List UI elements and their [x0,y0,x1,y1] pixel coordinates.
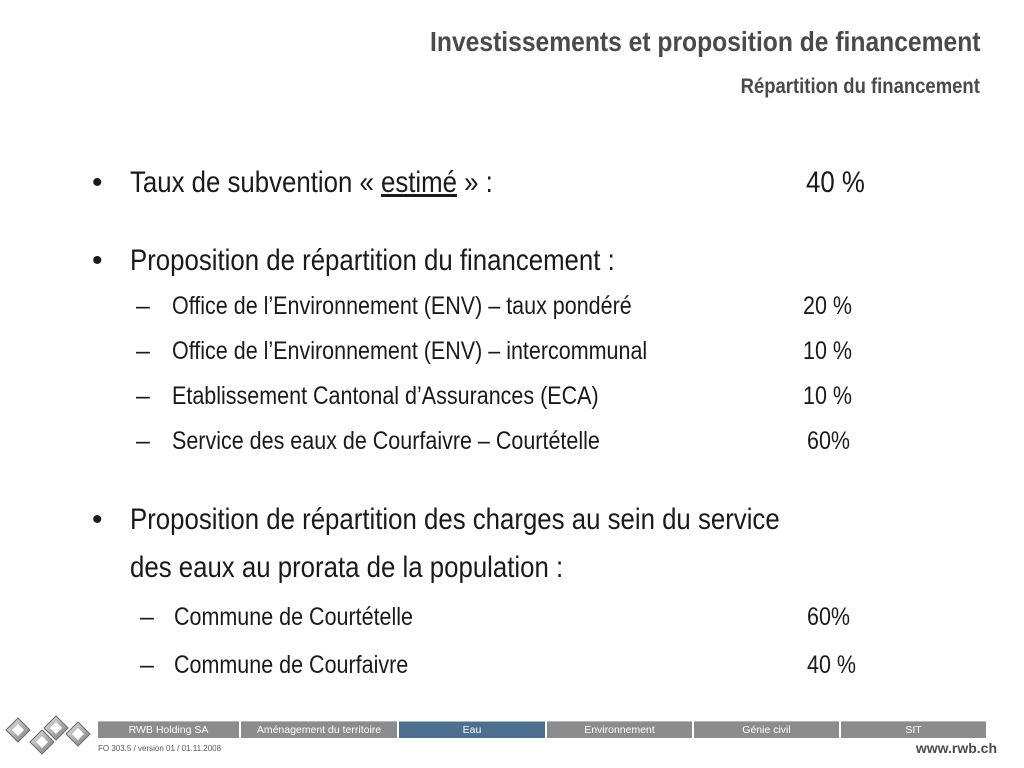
sub-item-value: 20 % [803,292,853,320]
nav-item-eau[interactable]: Eau [399,721,545,738]
charges-proposal-line1: Proposition de répartition des charges au sein du service [130,503,780,536]
subsidy-label-estimated: estimé [381,166,458,199]
charges-proposal-line2: des eaux au prorata de la population : [130,551,564,584]
bullet-marker: • [92,503,103,536]
sub-item-value: 60% [807,603,851,631]
sub-item-label: Service des eaux de Courfaivre – Courtételle [172,427,600,455]
sub-item-value: 10 % [803,382,853,410]
sub-item-label: Office de l’Environnement (ENV) – taux pondéré [172,292,632,320]
sub-item-value: 10 % [803,337,853,365]
nav-item-sit[interactable]: SIT [841,721,986,738]
dash-marker: – [136,337,150,365]
dash-marker: – [136,292,150,320]
document-reference: FO 303.5 / version 01 / 01.11.2008 [98,744,222,753]
sub-item-label: Commune de Courtételle [174,603,414,631]
sub-item-value: 40 % [807,651,857,679]
financing-proposal-label: Proposition de répartition du financement : [130,244,615,277]
slide-title: Investissements et proposition de financement [429,26,980,57]
nav-item-amenagement[interactable]: Aménagement du territoire [241,721,397,738]
sub-item-label: Commune de Courfaivre [174,651,409,679]
rwb-logo-icon [4,712,92,764]
subsidy-label-suffix: » : [457,166,493,199]
subsidy-rate-value: 40 % [806,166,865,199]
sub-item-label: Office de l’Environnement (ENV) – intercommunal [172,337,648,365]
dash-marker: – [136,427,150,455]
sub-item-value: 60% [807,427,851,455]
dash-marker: – [136,382,150,410]
footer-nav [98,721,988,737]
nav-item-genie-civil[interactable]: Génie civil [694,721,839,738]
slide-subtitle: Répartition du financement [740,75,980,98]
nav-item-environnement[interactable]: Environnement [547,721,692,738]
bullet-marker: • [92,244,103,277]
sub-item-label: Etablissement Cantonal d’Assurances (ECA) [172,382,599,410]
website-link[interactable]: www.rwb.ch [915,740,997,756]
bullet-marker: • [92,166,103,199]
dash-marker: – [140,651,154,679]
dash-marker: – [140,603,154,631]
nav-item-rwb-holding[interactable]: RWB Holding SA [98,721,239,738]
subsidy-label-prefix: Taux de subvention « [130,166,382,199]
